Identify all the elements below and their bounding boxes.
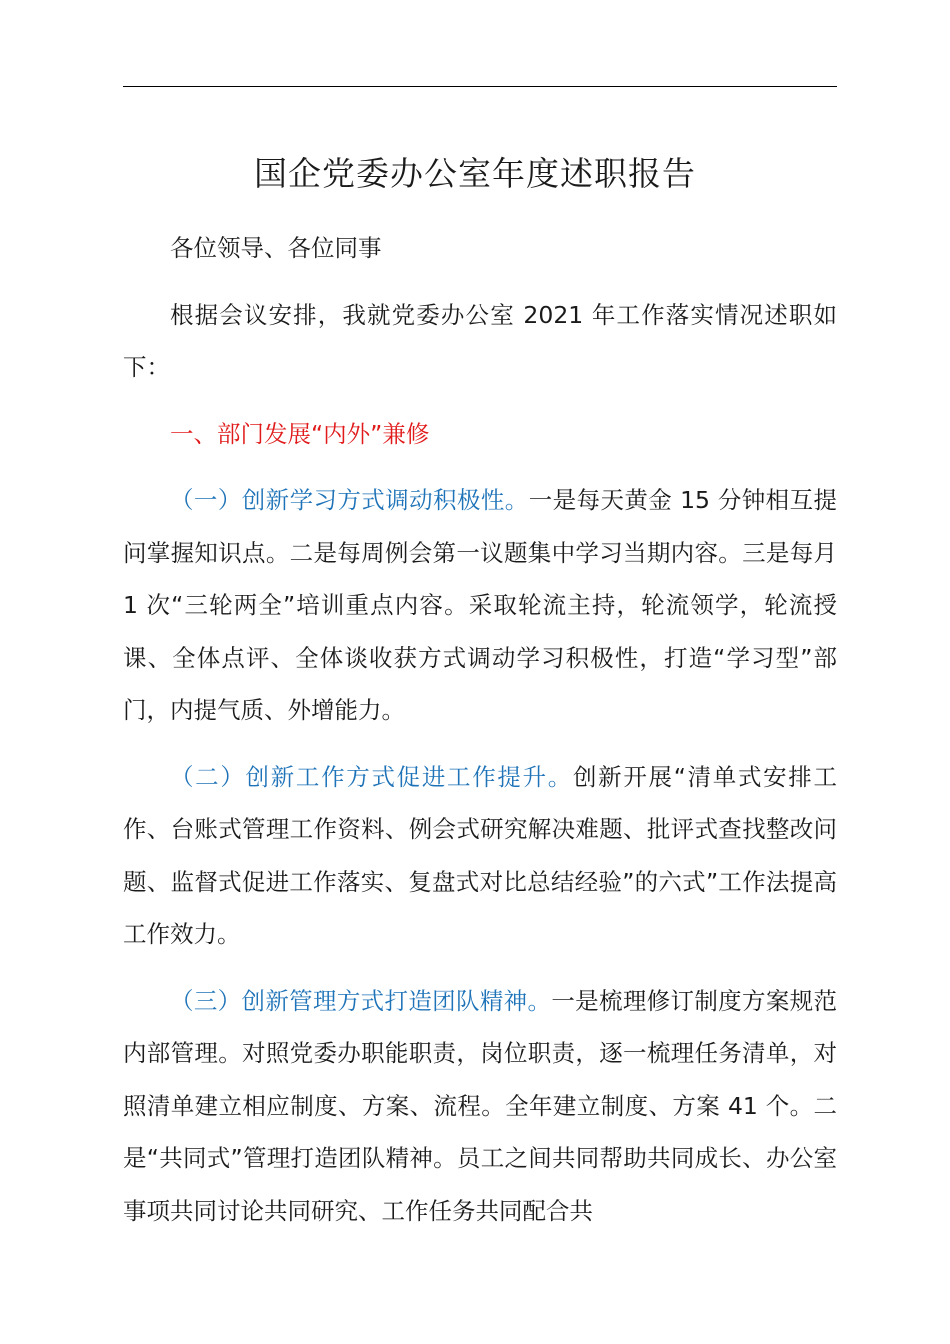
item-text-2: 创新开展“清单式安排工作、台账式管理工作资料、例会式研究解决难题、批评式查找整改问题、监督式促进工作落实、复盘式对比总结经验”的六式”工作法提高工作效力。 — [123, 762, 837, 948]
item-paragraph-1 — [123, 474, 837, 737]
item-text-1: 一是每天黄金 15 分钟相互提问掌握知识点。二是每周例会第一议题集中学习当期内容。三是每月 1 次“三轮两全”培训重点内容。采取轮流主持，轮流领学，轮流授课、全体点评、全体谈收获方式调动学习积极性，打造“学习型”部门，内提气质、外增能力。 — [123, 486, 838, 724]
document-body — [123, 222, 837, 1237]
greeting: 各位领导、各位同事 — [170, 234, 382, 262]
item-paragraph-2 — [123, 751, 837, 961]
item-lead-2: （二）创新工作方式促进工作提升。 — [170, 762, 573, 791]
item-lead-1: （一）创新学习方式调动积极性。 — [170, 486, 529, 514]
section-heading: 一、部门发展“内外”兼修 — [170, 419, 430, 448]
header-rule — [123, 86, 837, 87]
item-paragraph-3 — [123, 975, 837, 1238]
item-lead-3: （三）创新管理方式打造团队精神。 — [170, 986, 552, 1015]
document-title: 国企党委办公室年度述职报告 — [254, 154, 696, 193]
item-text-3: 一是梳理修订制度方案规范内部管理。对照党委办职能职责，岗位职责，逐一梳理任务清单，对照清单建立相应制度、方案、流程。全年建立制度、方案 41 个。二是“共同式”管理打造团队精神。员工之间共同帮助共同成长、办公室事项共同讨论共同研究、工作任务共同配合共 — [123, 986, 838, 1225]
intro-paragraph: 根据会议安排，我就党委办公室 2021 年工作落实情况述职如下： — [123, 300, 837, 381]
